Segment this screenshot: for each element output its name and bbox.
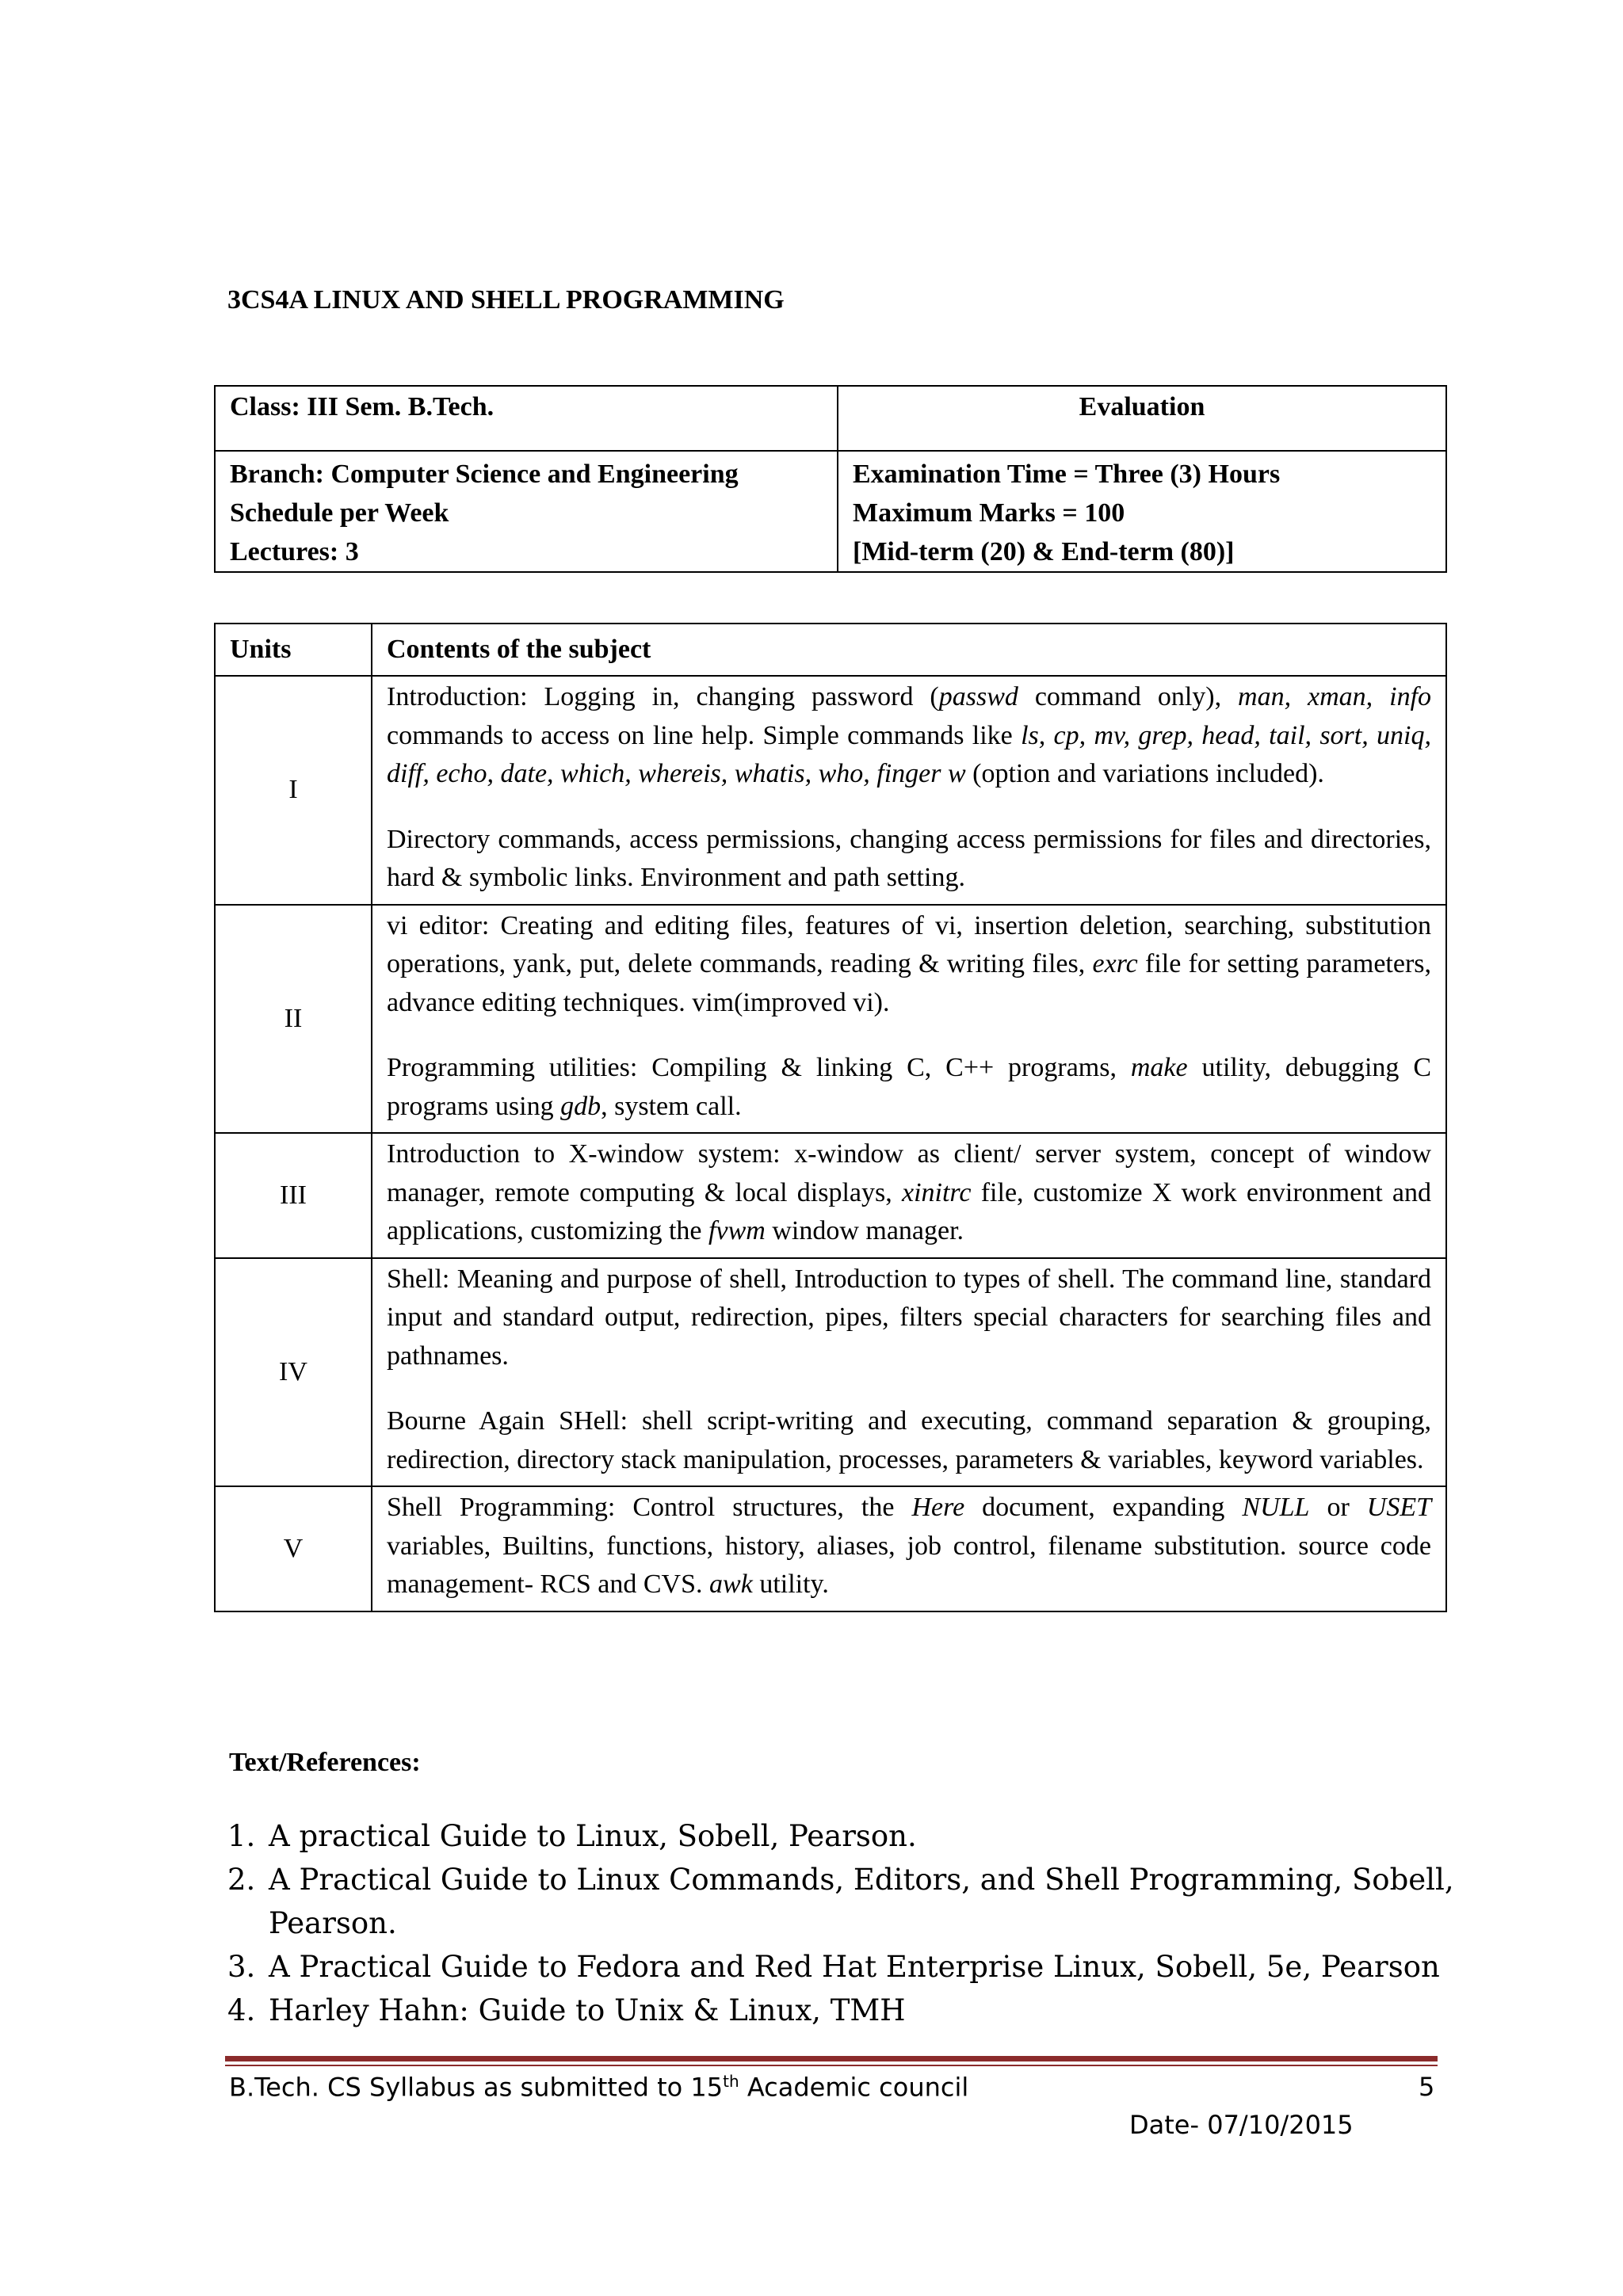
italic-term: Here (911, 1493, 965, 1522)
references-list (227, 1814, 1464, 2032)
footer-rule-thin (225, 2065, 1438, 2066)
unit-paragraph (387, 821, 1431, 898)
text-run: Programming utilities: Compiling & linking C, C++ programs, (387, 1053, 1131, 1082)
schedule-text: Schedule per Week (230, 498, 449, 528)
unit-contents (372, 905, 1446, 1134)
unit-number: II (215, 905, 372, 1134)
unit-row (215, 676, 1446, 905)
footer-text (229, 2072, 968, 2103)
text-run: Introduction to X-window system: x-window as client/ server system, concept of window manager, remote computing & local displays, (387, 1139, 1431, 1207)
exam-cell (838, 451, 1446, 572)
unit-contents (372, 676, 1446, 905)
italic-term: xinitrc (901, 1177, 972, 1207)
italic-term: gdb (560, 1091, 601, 1121)
footer-rule-thick (225, 2056, 1438, 2061)
branch-text: Branch: Computer Science and Engineering (230, 460, 739, 489)
italic-term: fvwm (708, 1216, 766, 1245)
units-table (214, 623, 1447, 1612)
footer-text-end: Academic council (739, 2072, 969, 2103)
unit-contents (372, 1133, 1446, 1258)
text-run: Shell: Meaning and purpose of shell, Introduction to types of shell. The command line, standard input and standard output, redirection, pipes, filters special characters for searching files and pathnames. (387, 1264, 1431, 1371)
references-heading: Text/References: (229, 1748, 421, 1777)
italic-term: USET (1366, 1493, 1432, 1522)
unit-number: III (215, 1133, 372, 1258)
text-run: file for setting parameters, advance editing techniques. vim(improved vi). (387, 949, 1431, 1017)
text-run: Introduction: Logging in, changing password ( (387, 682, 939, 711)
unit-number: I (215, 676, 372, 905)
unit-number: V (215, 1486, 372, 1611)
reference-number: 3. (227, 1950, 256, 1984)
branch-schedule-cell (215, 451, 838, 572)
units-header: Units (215, 624, 372, 676)
unit-contents (372, 1258, 1446, 1487)
italic-term: make (1130, 1053, 1188, 1082)
reference-item (227, 1989, 1464, 2032)
text-run: file, customize X work environment and applications, customizing the (387, 1177, 1431, 1245)
reference-text: A Practical Guide to Fedora and Red Hat Enterprise Linux, Sobell, 5e, Pearson (269, 1950, 1440, 1984)
evaluation-heading: Evaluation (838, 386, 1446, 451)
unit-paragraph (387, 1135, 1431, 1251)
unit-row (215, 905, 1446, 1134)
unit-paragraph (387, 1049, 1431, 1126)
text-run: command only), (1018, 682, 1239, 711)
max-marks-text: Maximum Marks = 100 (853, 498, 1125, 528)
unit-contents (372, 1486, 1446, 1611)
text-run: , system call. (601, 1091, 742, 1121)
italic-term: exrc (1092, 949, 1138, 978)
reference-text: A practical Guide to Linux, Sobell, Pearson. (269, 1819, 917, 1853)
text-run: window manager. (765, 1216, 964, 1245)
unit-number: IV (215, 1258, 372, 1487)
lectures-text: Lectures: 3 (230, 537, 359, 566)
text-run: vi editor: Creating and editing files, features of vi, insertion deletion, searching, substitution operations, yank, put, delete commands, reading & writing files, (387, 910, 1431, 978)
text-run: variables, Builtins, functions, history, aliases, job control, filename substitution. source code management- RCS and CVS. (387, 1531, 1431, 1599)
marks-split-text: [Mid-term (20) & End-term (80)] (853, 537, 1235, 566)
unit-row (215, 1258, 1446, 1487)
text-run: utility, debugging C programs using (387, 1053, 1431, 1121)
italic-term: ls, cp, mv, grep, head, tail, sort, uniq, diff, echo, date, which, whereis, whatis, who, finger w (387, 720, 1431, 788)
reference-number: 1. (227, 1819, 256, 1853)
unit-paragraph (387, 1489, 1431, 1604)
reference-number: 2. (227, 1863, 256, 1897)
unit-paragraph (387, 907, 1431, 1023)
unit-paragraph (387, 678, 1431, 794)
italic-term: passwd (938, 682, 1018, 711)
course-info-table (214, 385, 1447, 573)
unit-row (215, 1486, 1446, 1611)
text-run: or (1309, 1493, 1367, 1522)
exam-time-text: Examination Time = Three (3) Hours (853, 460, 1281, 489)
unit-row (215, 1133, 1446, 1258)
reference-text: A Practical Guide to Linux Commands, Editors, and Shell Programming, Sobell, Pearson. (269, 1863, 1454, 1940)
unit-paragraph (387, 1261, 1431, 1376)
contents-header: Contents of the subject (372, 624, 1446, 676)
text-run: Directory commands, access permissions, changing access permissions for files and directories, hard & symbolic links. Environment and path setting. (387, 824, 1431, 892)
reference-item (227, 1858, 1464, 1945)
reference-item (227, 1814, 1464, 1858)
footer-text-main: B.Tech. CS Syllabus as submitted to 15 (229, 2072, 724, 2103)
text-run: utility. (752, 1569, 829, 1599)
italic-term: man, xman, info (1238, 682, 1432, 711)
text-run: commands to access on line help. Simple commands like (387, 720, 1022, 750)
reference-number: 4. (227, 1993, 256, 2027)
course-title: 3CS4A LINUX AND SHELL PROGRAMMING (227, 285, 785, 315)
reference-text: Harley Hahn: Guide to Unix & Linux, TMH (269, 1993, 906, 2027)
italic-term: NULL (1242, 1493, 1310, 1522)
text-run: (option and variations included). (965, 759, 1324, 788)
footer-date: Date- 07/10/2015 (1129, 2110, 1354, 2140)
text-run: Bourne Again SHell: shell script-writing and executing, command separation & grouping, redirection, directory stack manipulation, processes, parameters & variables, keyword variables. (387, 1406, 1431, 1474)
italic-term: awk (709, 1569, 753, 1599)
footer-text-sup: th (723, 2072, 739, 2091)
page-number: 5 (1419, 2072, 1435, 2102)
class-cell: Class: III Sem. B.Tech. (215, 386, 838, 451)
text-run: document, expanding (964, 1493, 1243, 1522)
reference-item (227, 1945, 1464, 1989)
unit-paragraph (387, 1402, 1431, 1479)
text-run: Shell Programming: Control structures, the (387, 1493, 912, 1522)
